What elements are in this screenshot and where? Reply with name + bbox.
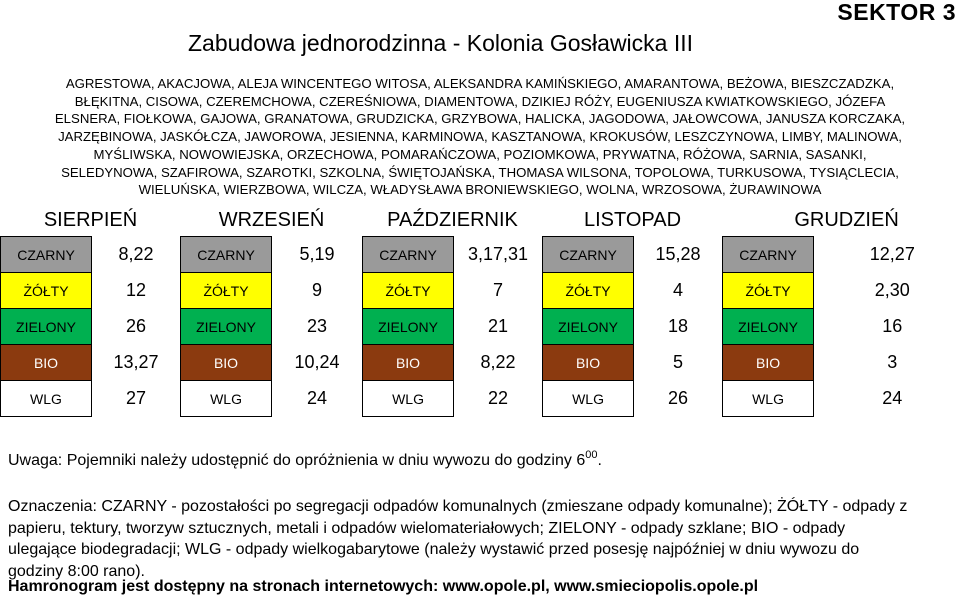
waste-type-label: ZIELONY — [1, 309, 92, 345]
collection-dates: 24 — [307, 388, 328, 408]
waste-type-label: WLG — [1, 381, 92, 417]
collection-dates: 2,30 — [874, 280, 910, 300]
waste-type-label: ŻÓŁTY — [723, 273, 814, 309]
footer-link-info: Hamronogram jest dostępny na stronach internetowych: www.opole.pl, www.smieciopolis.opole.pl — [8, 578, 759, 595]
waste-type-label: ŻÓŁTY — [363, 273, 454, 309]
page-title: Zabudowa jednorodzinna - Kolonia Gosławicka III — [188, 30, 694, 56]
collection-dates: 7 — [493, 280, 504, 300]
waste-type-label: CZARNY — [543, 237, 634, 273]
collection-dates: 3 — [887, 352, 898, 372]
waste-type-label: WLG — [723, 381, 814, 417]
waste-type-label: CZARNY — [181, 237, 272, 273]
waste-type-label: WLG — [181, 381, 272, 417]
month-header: GRUDZIEŃ — [794, 208, 899, 231]
collection-dates: 23 — [307, 316, 328, 336]
waste-type-label: CZARNY — [363, 237, 454, 273]
waste-type-label: ZIELONY — [363, 309, 454, 345]
month-header: LISTOPAD — [584, 208, 682, 231]
street-line: JARZĘBINOWA, JASKÓŁCZA, JAWOROWA, JESIENNA, KARMINOWA, KASZTANOWA, KROKUSÓW, LESZCZYNOWA, LIMBY, MALINOWA, — [58, 129, 902, 145]
waste-type-label: ŻÓŁTY — [181, 273, 272, 309]
waste-type-label: BIO — [723, 345, 814, 381]
waste-type-label: WLG — [363, 381, 454, 417]
waste-type-label: BIO — [363, 345, 454, 381]
collection-dates: 8,22 — [480, 352, 516, 372]
collection-dates: 16 — [882, 316, 903, 336]
waste-type-label: ŻÓŁTY — [1, 273, 92, 309]
street-line: SELEDYNOWA, SZAFIROWA, SZAROTKI, SZKOLNA, ŚWIĘTOJAŃSKA, THOMASA WILSONA, TOPOLOWA, TURKUSOWA, TYSIĄCLECIA, — [61, 164, 899, 180]
collection-dates: 18 — [668, 316, 689, 336]
collection-dates: 22 — [488, 388, 509, 408]
street-line: ELSNERA, FIOŁKOWA, GAJOWA, GRANATOWA, GRUDZICKA, GRZYBOWA, HALICKA, JAGODOWA, JAŁOWCOWA, JANUSZA KORCZAKA, — [54, 111, 906, 127]
schedule-row-zolty — [1, 273, 960, 309]
schedule-row-zielony — [1, 309, 960, 345]
collection-dates: 27 — [125, 388, 147, 408]
street-line: BŁĘKITNA, CISOWA, CZEREMCHOWA, CZEREŚNIOWA, DIAMENTOWA, DZIKIEJ RÓŻY, EUGENIUSZA KWIATKOWSKIEGO, JÓZEFA — [74, 93, 886, 109]
month-header: WRZESIEŃ — [218, 208, 325, 231]
collection-dates: 26 — [668, 388, 689, 408]
collection-schedule-table — [0, 204, 960, 417]
street-line: WIELUŃSKA, WIERZBOWA, WILCZA, WŁADYSŁAWA BRONIEWSKIEGO, WOLNA, WRZOSOWA, ŻURAWINOWA — [138, 182, 822, 198]
collection-dates: 10,24 — [294, 352, 340, 372]
collection-dates: 8,22 — [118, 244, 154, 264]
notice-superscript: 00 — [585, 449, 598, 461]
collection-dates: 13,27 — [113, 352, 159, 372]
waste-type-label: BIO — [181, 345, 272, 381]
collection-dates: 4 — [673, 280, 684, 300]
notice-end: . — [597, 452, 602, 469]
month-header-row — [1, 204, 960, 237]
collection-dates: 3,17,31 — [467, 244, 529, 264]
waste-type-label: ZIELONY — [543, 309, 634, 345]
collection-dates: 12,27 — [869, 244, 915, 264]
notice-text — [8, 449, 602, 470]
waste-type-label: BIO — [543, 345, 634, 381]
month-header: SIERPIEŃ — [43, 208, 138, 231]
street-line: MYŚLIWSKA, NOWOWIEJSKA, ORZECHOWA, POMARAŃCZOWA, POZIOMKOWA, PRYWATNA, RÓŻOWA, SARNIA, SASANKI, — [93, 146, 867, 162]
collection-dates: 21 — [488, 316, 509, 336]
collection-dates: 9 — [312, 280, 323, 300]
collection-dates: 15,28 — [655, 244, 701, 264]
waste-type-label: BIO — [1, 345, 92, 381]
waste-type-label: CZARNY — [1, 237, 92, 273]
schedule-row-wlg — [1, 381, 960, 417]
collection-dates: 24 — [882, 388, 903, 408]
collection-dates: 5 — [673, 352, 684, 372]
collection-dates: 26 — [125, 316, 147, 336]
legend-text: Oznaczenia: CZARNY - pozostałości po segregacji odpadów komunalnych (zmieszane odpady komunalne); ŻÓŁTY - odpady z papieru, tektury, tworzyw sztucznych, metali i odpadów wielomateriałowych; ZIELONY - odpady szklane; BIO - odpady ulegające biodegradacji; WLG - odpady wielkogabarytowe (należy wystawić przed posesję najpóźniej w dniu wywozu do godziny 8:00 rano). — [8, 498, 908, 580]
collection-dates: 5,19 — [299, 244, 335, 264]
month-header: PAŹDZIERNIK — [387, 208, 518, 231]
schedule-row-bio — [1, 345, 960, 381]
waste-type-label: ZIELONY — [723, 309, 814, 345]
street-list — [0, 75, 960, 199]
waste-type-label: CZARNY — [723, 237, 814, 273]
waste-type-label: ŻÓŁTY — [543, 273, 634, 309]
sector-label: SEKTOR 3 — [837, 0, 956, 25]
schedule-rows — [1, 237, 960, 417]
schedule-row-czarny — [1, 237, 960, 273]
collection-dates: 12 — [125, 280, 147, 300]
street-line: AGRESTOWA, AKACJOWA, ALEJA WINCENTEGO WITOSA, ALEKSANDRA KAMIŃSKIEGO, AMARANTOWA, BEŻOWA, BIESZCZADZKA, — [65, 76, 895, 91]
waste-type-label: WLG — [543, 381, 634, 417]
notice-body: Uwaga: Pojemniki należy udostępnić do opróżnienia w dniu wywozu do godziny 6 — [8, 452, 586, 469]
waste-type-label: ZIELONY — [181, 309, 272, 345]
